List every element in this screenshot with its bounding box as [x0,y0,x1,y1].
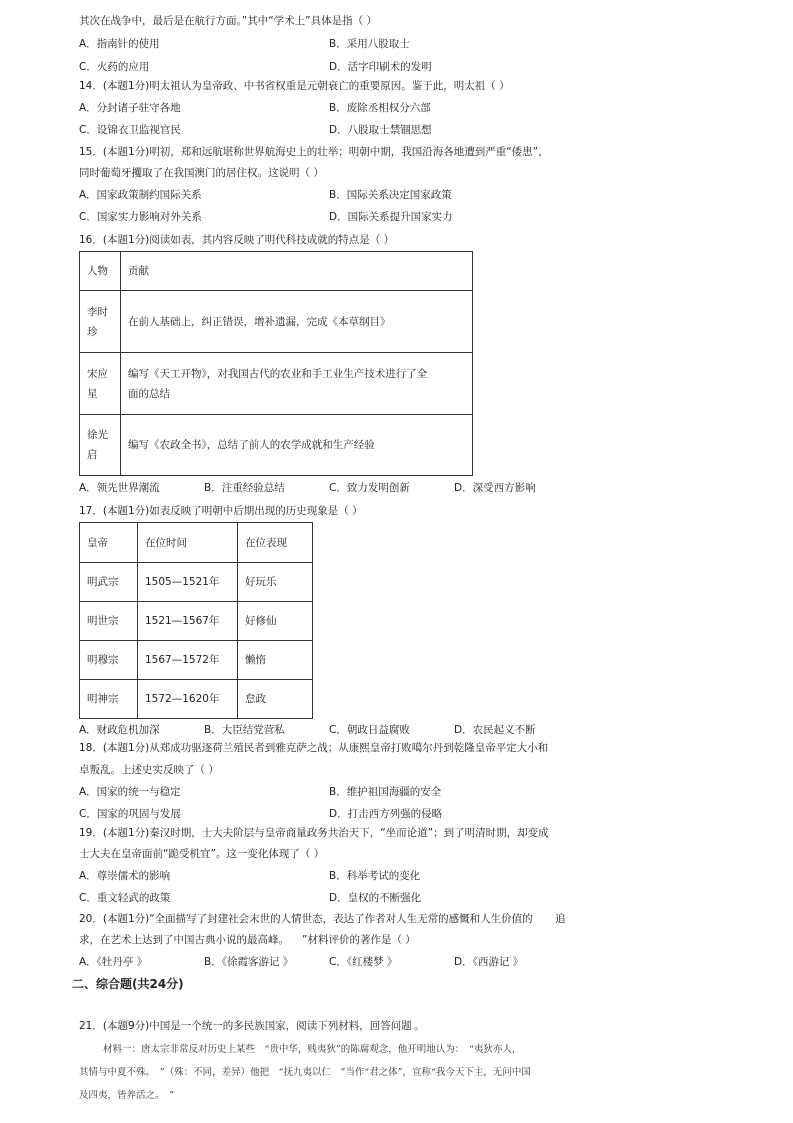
q21-stem-tail: 。 [414,1020,425,1032]
q14-option-c: C．设锦衣卫监视官民 [79,124,181,136]
q13-option-b: B．采用八股取士 [329,38,410,50]
q13-option-d: D．活字印刷术的发明 [329,61,432,73]
q17-option-c: C．朝政日益腐败 [329,724,410,736]
table-cell: 好修仙 [238,602,313,641]
table-header-row [80,252,473,291]
table-cell-contribution [121,291,473,353]
q21-stem: 21．(本题9分)中国是一个统一的多民族国家，阅读下列材料，回答问题 [79,1020,412,1032]
table-cell: 1572—1620年 [138,680,238,719]
q16-option-b: B．注重经验总结 [204,482,285,494]
table-cell-contribution [121,415,473,476]
q19-option-b: B．科举考试的变化 [329,870,421,882]
q17-option-d: D．农民起义不断 [454,724,536,736]
table-header-row [80,523,313,563]
q18-option-d: D．打击西方列强的侵略 [329,808,443,820]
q20-option-c: C．《红楼梦 》 [329,956,398,968]
q16-option-d: D．深受西方影响 [454,482,536,494]
q20-stem-line1-tail: 追 [555,913,566,925]
table-row [80,415,473,476]
table-cell-name [80,415,121,476]
table-row [80,563,313,602]
q14-option-a: A．分封诸子驻守各地 [79,102,181,114]
q15-option-a: A．国家政策制约国际关系 [79,189,202,201]
q21-material-line3: 及四夷，皆养活之。 ” [79,1090,175,1101]
name-part: 李时 [87,305,108,318]
q20-option-a: A．《牡丹亭 》 [79,956,148,968]
q18-option-c: C．国家的巩固与发展 [79,808,181,820]
contribution-text: 编写《农政全书》，总结了前人的农学成就和生产经验 [128,439,375,451]
q14-stem: 14．(本题1分)明太祖认为皇帝政、中书省权重是元朝衰亡的重要原因。鉴于此，明太祖（ ） [79,80,510,92]
q21-material-line2: 其情与中夏不殊。 ”（殊：不同，差异）他把 “抚九夷以仁 ”当作“君之体”，宣称“我今天下主，无问中国 [79,1067,531,1078]
name-part: 启 [87,449,98,461]
q16-table [79,251,473,476]
table-header-cell: 贡献 [121,252,473,291]
q17-table [79,522,313,719]
q18-stem-line2: 卓叛乱。上述史实反映了（ ） [79,764,219,776]
table-cell: 明武宗 [80,563,138,602]
name-part: 珍 [87,325,98,338]
q20-stem-line2: 求，在艺术上达到了中国古典小说的最高峰。 [79,934,289,946]
q19-option-a: A．尊崇儒术的影响 [79,870,171,882]
name-part: 徐光 [87,429,108,441]
q18-option-b: B．维护祖国海疆的安全 [329,786,442,798]
q19-option-c: C．重文轻武的政策 [79,892,171,904]
q20-stem-line2-tail: ”材料评价的著作是（ ） [302,934,416,946]
q15-option-c: C．国家实力影响对外关系 [79,211,202,223]
q20-stem-line1: 20．(本题1分)“全面描写了封建社会末世的人情世态，表达了作者对人生无常的感慨和人生价值的 [79,913,533,925]
q18-stem-line1: 18．(本题1分)从郑成功驱逐荷兰殖民者到雅克萨之战；从康熙皇帝打败噶尔丹到乾隆皇帝平定大小和 [79,742,549,754]
table-cell: 1567—1572年 [138,641,238,680]
contribution-text: 编写《天工开物》，对我国古代的农业和手工业生产技术进行了全 [128,367,428,380]
q20-option-b: B．《徐霞客游记 》 [204,956,294,968]
table-cell-name [80,353,121,415]
name-part: 星 [87,387,98,400]
table-row [80,353,473,415]
table-cell-contribution [121,353,473,415]
table-cell: 1521—1567年 [138,602,238,641]
table-row [80,641,313,680]
q19-option-d: D．皇权的不断强化 [329,892,422,904]
q13-option-c: C．火药的应用 [79,61,150,73]
table-cell: 1505—1521年 [138,563,238,602]
q13-stem-tail: 其次在战争中，最后是在航行方面。”其中“学术上”具体是指（ ） [79,15,377,27]
table-header-cell: 皇帝 [80,523,138,563]
name-part: 宋应 [87,367,108,380]
table-row [80,291,473,353]
q18-option-a: A．国家的统一与稳定 [79,786,181,798]
q17-option-b: B．大臣结党营私 [204,724,285,736]
table-cell: 明神宗 [80,680,138,719]
table-cell: 懒惰 [238,641,313,680]
q13-option-a: A．指南针的使用 [79,38,160,50]
table-cell: 明世宗 [80,602,138,641]
q15-option-d: D．国际关系提升国家实力 [329,211,453,223]
contribution-text: 面的总结 [128,387,170,400]
q15-stem-line1: 15．(本题1分)明初，郑和远航堪称世界航海史上的壮举；明朝中期，我国沿海各地遭到严重“倭患”， [79,146,549,158]
table-row [80,602,313,641]
table-header-cell: 在位时间 [138,523,238,563]
table-cell: 怠政 [238,680,313,719]
q16-stem: 16．(本题1分)阅读如表，其内容反映了明代科技成就的特点是（ ） [79,234,395,246]
table-cell: 明穆宗 [80,641,138,680]
q19-stem-line2: 士大夫在皇帝面前“跪受机宜”。这一变化体现了（ ） [79,848,325,860]
q15-stem-line2: 同时葡萄牙攫取了在我国澳门的居住权。这说明（ ） [79,167,324,179]
q16-option-a: A．领先世界潮流 [79,482,160,494]
section-heading: 二、综合题(共24分) [72,977,184,991]
contribution-text: 在前人基础上，纠正错误，增补遗漏，完成《本草纲目》 [128,315,391,328]
q14-option-b: B．废除丞相权分六部 [329,102,431,114]
q17-option-a: A．财政危机加深 [79,724,160,736]
table-cell: 好玩乐 [238,563,313,602]
q14-option-d: D．八股取士禁锢思想 [329,124,432,136]
table-row [80,680,313,719]
q20-option-d: D．《西游记 》 [454,956,524,968]
q17-stem: 17．(本题1分)如表反映了明朝中后期出现的历史现象是（ ） [79,505,363,517]
q21-material-line1: 材料一：唐太宗非常反对历史上某些 “贵中华，贱夷狄”的陈腐观念，他开明地认为： “夷狄亦人， [103,1044,522,1055]
table-header-cell: 在位表现 [238,523,313,563]
table-header-cell: 人物 [80,252,121,291]
table-cell-name [80,291,121,353]
q16-option-c: C．致力发明创新 [329,482,410,494]
q15-option-b: B．国际关系决定国家政策 [329,189,452,201]
q19-stem-line1: 19．(本题1分)秦汉时期，士大夫阶层与皇帝商量政务共治天下，“坐而论道”；到了明清时期，却变成 [79,827,549,839]
